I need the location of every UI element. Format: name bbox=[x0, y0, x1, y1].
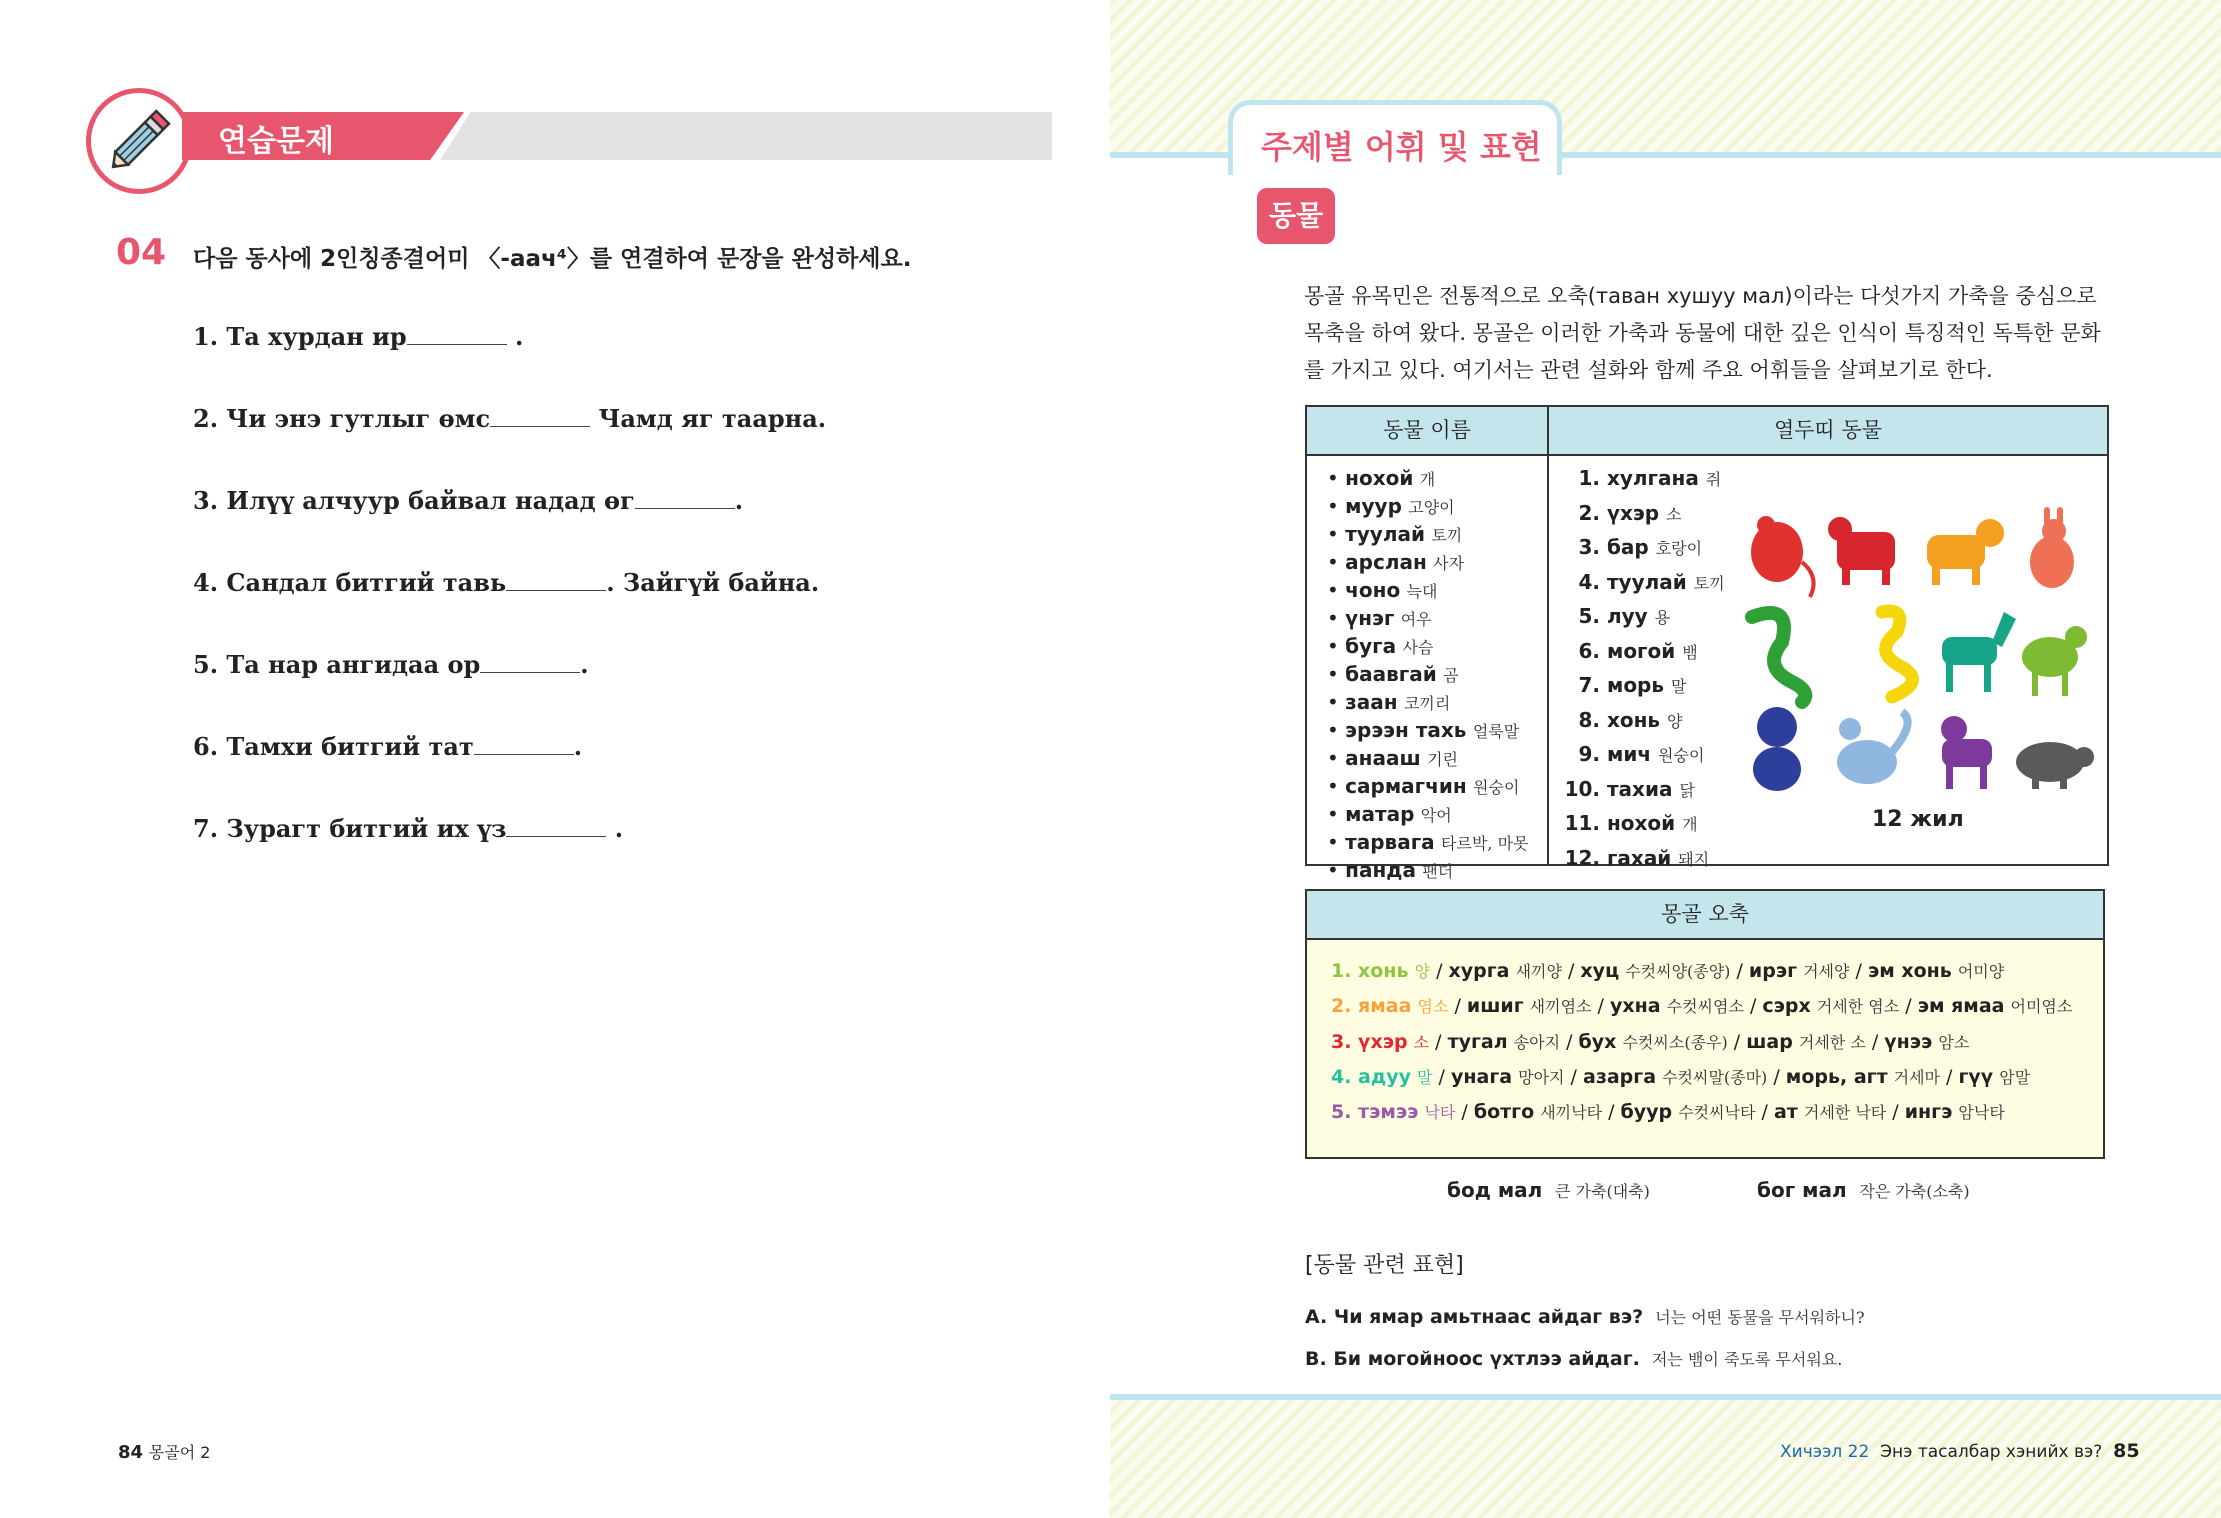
bottom-border bbox=[1110, 1394, 2221, 1400]
list-item: • буга 사슴 bbox=[1327, 634, 1434, 658]
page-number: 85 bbox=[2113, 1440, 2140, 1462]
five-livestock-list bbox=[1331, 954, 2101, 1130]
topic-title: 주제별 어휘 및 표현 bbox=[1261, 128, 1542, 166]
section-title: 연습문제 bbox=[218, 124, 334, 159]
lesson-label: Хичээл 22 bbox=[1780, 1442, 1870, 1462]
animal-table bbox=[1305, 405, 2109, 882]
list-item: • баавгай 곰 bbox=[1327, 662, 1459, 686]
answer-blank[interactable] bbox=[407, 322, 507, 345]
ox-icon bbox=[1828, 517, 1895, 585]
list-item: • арслан 사자 bbox=[1327, 550, 1465, 574]
rat-icon bbox=[1751, 516, 1814, 597]
list-item: • тарвага 타르박, 마못 bbox=[1327, 830, 1529, 854]
dog-icon bbox=[1941, 716, 1992, 789]
exercise-item-2: 2. Чи энэ гутлыг өмс Чамд яг таарна. bbox=[193, 404, 827, 433]
exercise-item-1: 1. Та хурдан ир . bbox=[193, 322, 524, 351]
list-item: • муур 고양이 bbox=[1327, 494, 1455, 518]
answer-blank[interactable] bbox=[480, 650, 580, 673]
zodiac-item: 5. луу 용 bbox=[1578, 604, 1671, 628]
list-item: • туулай 토끼 bbox=[1327, 522, 1463, 546]
zodiac-item: 12. гахай 돼지 bbox=[1564, 845, 1710, 870]
pig-icon bbox=[2016, 742, 2094, 789]
five-livestock-header: 몽골 오축 bbox=[1307, 891, 2103, 940]
rabbit-icon bbox=[2030, 507, 2074, 588]
animal-list bbox=[1327, 465, 1547, 885]
question-text: 다음 동사에 2인칭종결어미 〈-аач⁴〉를 연결하여 문장을 완성하세요. bbox=[193, 246, 912, 272]
topic-badge: 동물 bbox=[1257, 188, 1335, 244]
lesson-title: Энэ тасалбар хэнийх вэ? bbox=[1880, 1442, 2103, 1462]
zodiac-illustration bbox=[1732, 507, 2102, 807]
zodiac-caption: 12 жил bbox=[1872, 807, 1964, 832]
book-title: 몽골어 2 bbox=[148, 1443, 211, 1462]
page-number: 84 bbox=[118, 1442, 144, 1463]
zodiac-item: 10. тахиа 닭 bbox=[1564, 776, 1695, 801]
zodiac-item: 1. хулгана 쥐 bbox=[1578, 466, 1722, 490]
zodiac-item: 6. могой 뱀 bbox=[1578, 638, 1698, 663]
zodiac-item: 2. үхэр 소 bbox=[1578, 500, 1682, 525]
exercise-item-5: 5. Та нар ангидаа ор . bbox=[193, 650, 589, 679]
livestock-row: 5. тэмээ 낙타 / ботго 새끼낙타 / буур 수컷씨낙타 / ат 거세한 낙타 / ингэ 암낙타 bbox=[1331, 1101, 2005, 1124]
question-number: 04 bbox=[116, 232, 167, 273]
answer-blank[interactable] bbox=[506, 568, 606, 591]
pencil-icon bbox=[100, 100, 180, 180]
snake-icon bbox=[1882, 611, 1912, 697]
answer-blank[interactable] bbox=[506, 814, 606, 837]
livestock-row: 4. адуу 말 / унага 망아지 / азарга 수컷씨말(종마) / морь, агт 거세마 / гүү 암말 bbox=[1331, 1065, 2031, 1088]
bog-mal-note: бог мал 작은 가축(소축) bbox=[1757, 1178, 1970, 1202]
expressions-title: [동물 관련 표현] bbox=[1305, 1253, 1464, 1278]
answer-blank[interactable] bbox=[474, 732, 574, 755]
intro-paragraph: 몽골 유목민은 전통적으로 오축(таван хушуу мал)이라는 다섯가지 가축을 중심으로 목축을 하여 왔다. 몽골은 이러한 가축과 동물에 대한 깊은 인식이 특징적인 독특한 문화를 가지고 있다. 여기서는 관련 설화와 함께 주요 어휘들을 살펴보기로 한다. bbox=[1304, 284, 2101, 382]
horse-icon bbox=[1942, 612, 2016, 692]
exercise-item-3: 3. Илүү алчуур байвал надад өг . bbox=[193, 486, 744, 515]
zodiac-header: 열두띠 동물 bbox=[1549, 407, 2107, 456]
answer-blank[interactable] bbox=[635, 486, 735, 509]
answer-blank[interactable] bbox=[490, 404, 590, 427]
rooster-icon bbox=[1837, 712, 1908, 784]
livestock-row: 1. хонь 양 / хурга 새끼양 / хуц 수컷씨양(종양) / ирэг 거세양 / эм хонь 어미양 bbox=[1331, 960, 2005, 982]
zodiac-item: 4. туулай 토끼 bbox=[1578, 569, 1725, 594]
livestock-row: 2. ямаа 염소 / ишиг 새끼염소 / ухна 수컷씨염소 / сэрх 거세한 염소 / эм ямаа 어미염소 bbox=[1331, 995, 2073, 1018]
livestock-row: 3. үхэр 소 / тугал 송아지 / бух 수컷씨소(종우) / шар 거세한 소 / үнээ 암소 bbox=[1331, 1030, 1970, 1053]
list-item: • сармагчин 원숭이 bbox=[1327, 774, 1520, 798]
column-divider bbox=[1547, 454, 1549, 864]
list-item: • панда 팬더 bbox=[1327, 858, 1454, 882]
expression-b: B. Би могойноос үхтлээ айдаг. 저는 뱀이 죽도록 무서워요. bbox=[1305, 1348, 1843, 1370]
exercise-item-4: 4. Сандал битгий тавь . Зайгүй байна. bbox=[193, 568, 820, 597]
list-item: • матар 악어 bbox=[1327, 802, 1452, 826]
zodiac-list bbox=[1562, 462, 1732, 876]
monkey-icon bbox=[1753, 707, 1801, 791]
zodiac-item: 8. хонь 양 bbox=[1578, 707, 1683, 732]
footer-left bbox=[118, 1440, 210, 1463]
list-item: • эрээн тахь 얼룩말 bbox=[1327, 718, 1520, 742]
zodiac-item: 7. морь 말 bbox=[1578, 673, 1687, 697]
tiger-icon bbox=[1927, 519, 2004, 585]
zodiac-item: 9. мич 원숭이 bbox=[1578, 742, 1705, 766]
list-item: • анааш 기린 bbox=[1327, 746, 1458, 770]
exercise-item-7: 7. Зурагт битгий их үз . bbox=[193, 814, 624, 843]
animal-names-header: 동물 이름 bbox=[1307, 407, 1549, 456]
zodiac-item: 3. бар 호랑이 bbox=[1578, 535, 1703, 559]
exercise-item-6: 6. Тамхи битгий тат . bbox=[193, 732, 583, 761]
left-page bbox=[0, 0, 1110, 1518]
footer-right bbox=[1780, 1440, 2140, 1462]
list-item: • чоно 늑대 bbox=[1327, 578, 1438, 602]
zodiac-item: 11. нохой 개 bbox=[1564, 811, 1698, 835]
sheep-icon bbox=[2022, 626, 2087, 696]
list-item: • нохой 개 bbox=[1327, 466, 1436, 490]
five-livestock-table bbox=[1305, 889, 2105, 1159]
section-banner-bar bbox=[440, 112, 1052, 160]
list-item: • заан 코끼리 bbox=[1327, 690, 1451, 714]
expression-a: A. Чи ямар амьтнаас айдаг вэ? 너는 어떤 동물을 무서워하니? bbox=[1305, 1306, 1865, 1328]
bod-mal-note: бод мал 큰 가축(대축) bbox=[1447, 1178, 1650, 1202]
dragon-icon bbox=[1752, 613, 1805, 702]
list-item: • үнэг 여우 bbox=[1327, 606, 1432, 630]
